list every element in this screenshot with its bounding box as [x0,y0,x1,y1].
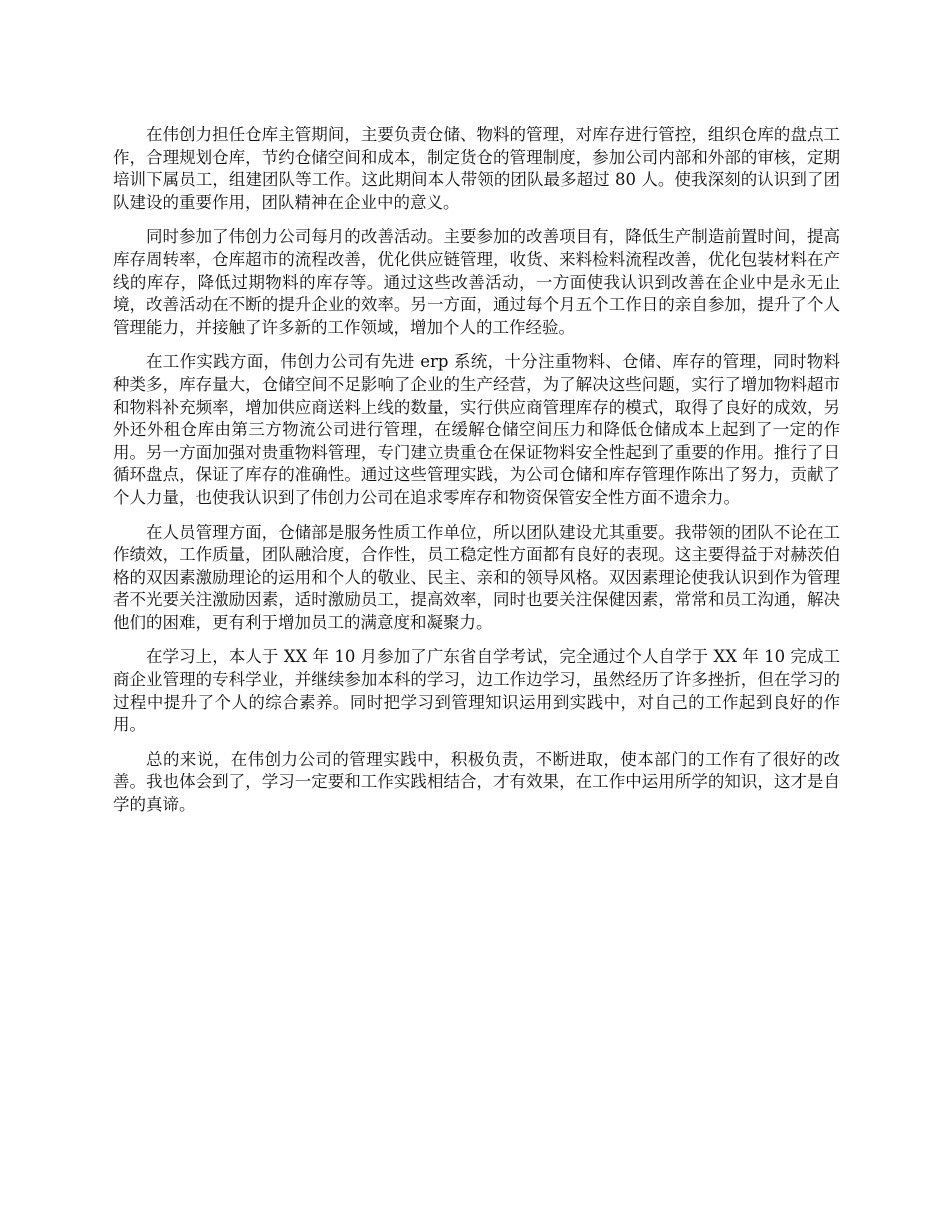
paragraph-study: 在学习上，本人于 XX 年 10 月参加了广东省自学考试，完全通过个人自学于 XX 年 10 完成工商企业管理的专科学业，并继续参加本科的学习，边工作边学习，虽然经历了许多挫折，但在学习的过程中提升了个人的综合素养。同时把学习到管理知识运用到实践中，对自己的工作起到良好的作用。 [113,647,840,735]
paragraph-improvement-activities: 同时参加了伟创力公司每月的改善活动。主要参加的改善项目有，降低生产制造前置时间，提高库存周转率，仓库超市的流程改善，优化供应链管理，收货、来料检料流程改善，优化包装材料在产线的库存，降低过期物料的库存等。通过这些改善活动，一方面使我认识到改善在企业中是永无止境，改善活动在不断的提升企业的效率。另一方面，通过每个月五个工作日的亲自参加，提升了个人管理能力，并接触了许多新的工作领域，增加个人的工作经验。 [113,227,840,337]
document-body [113,124,840,829]
paragraph-work-practice: 在工作实践方面，伟创力公司有先进 erp 系统，十分注重物料、仓储、库存的管理，同时物料种类多，库存量大，仓储空间不足影响了企业的生产经营，为了解决这些问题，实行了增加物料超市和物料补充频率，增加供应商送料上线的数量，实行供应商管理库存的模式，取得了良好的成效，另外还外租仓库由第三方物流公司进行管理，在缓解仓储空间压力和降低仓储成本上起到了一定的作用。另一方面加强对贵重物料管理，专门建立贵重仓在保证物料安全性起到了重要的作用。推行了日循环盘点，保证了库存的准确性。通过这些管理实践，为公司仓储和库存管理作陈出了努力，贡献了个人力量，也使我认识到了伟创力公司在追求零库存和物资保管安全性方面不遗余力。 [113,352,840,507]
paragraph-warehouse-supervisor: 在伟创力担任仓库主管期间，主要负责仓储、物料的管理，对库存进行管控，组织仓库的盘点工作，合理规划仓库，节约仓储空间和成本，制定货仓的管理制度，参加公司内部和外部的审核，定期培训下属员工，组建团队等工作。这此期间本人带领的团队最多超过 80 人。使我深刻的认识到了团队建设的重要作用，团队精神在企业中的意义。 [113,125,840,212]
paragraph-summary: 总的来说，在伟创力公司的管理实践中，积极负责，不断进取，使本部门的工作有了很好的改善。我也体会到了，学习一定要和工作实践相结合，才有效果，在工作中运用所学的知识，这才是自学的真谛。 [113,749,840,815]
paragraph-personnel-management: 在人员管理方面，仓储部是服务性质工作单位，所以团队建设尤其重要。我带领的团队不论在工作绩效，工作质量，团队融洽度，合作性，员工稳定性方面都有良好的表现。这主要得益于对赫茨伯格的双因素激励理论的运用和个人的敬业、民主、亲和的领导风格。双因素理论使我认识到作为管理者不光要关注激励因素，适时激励员工，提高效率，同时也要关注保健因素，常常和员工沟通，解决他们的困难，更有利于增加员工的满意度和凝聚力。 [113,522,840,632]
